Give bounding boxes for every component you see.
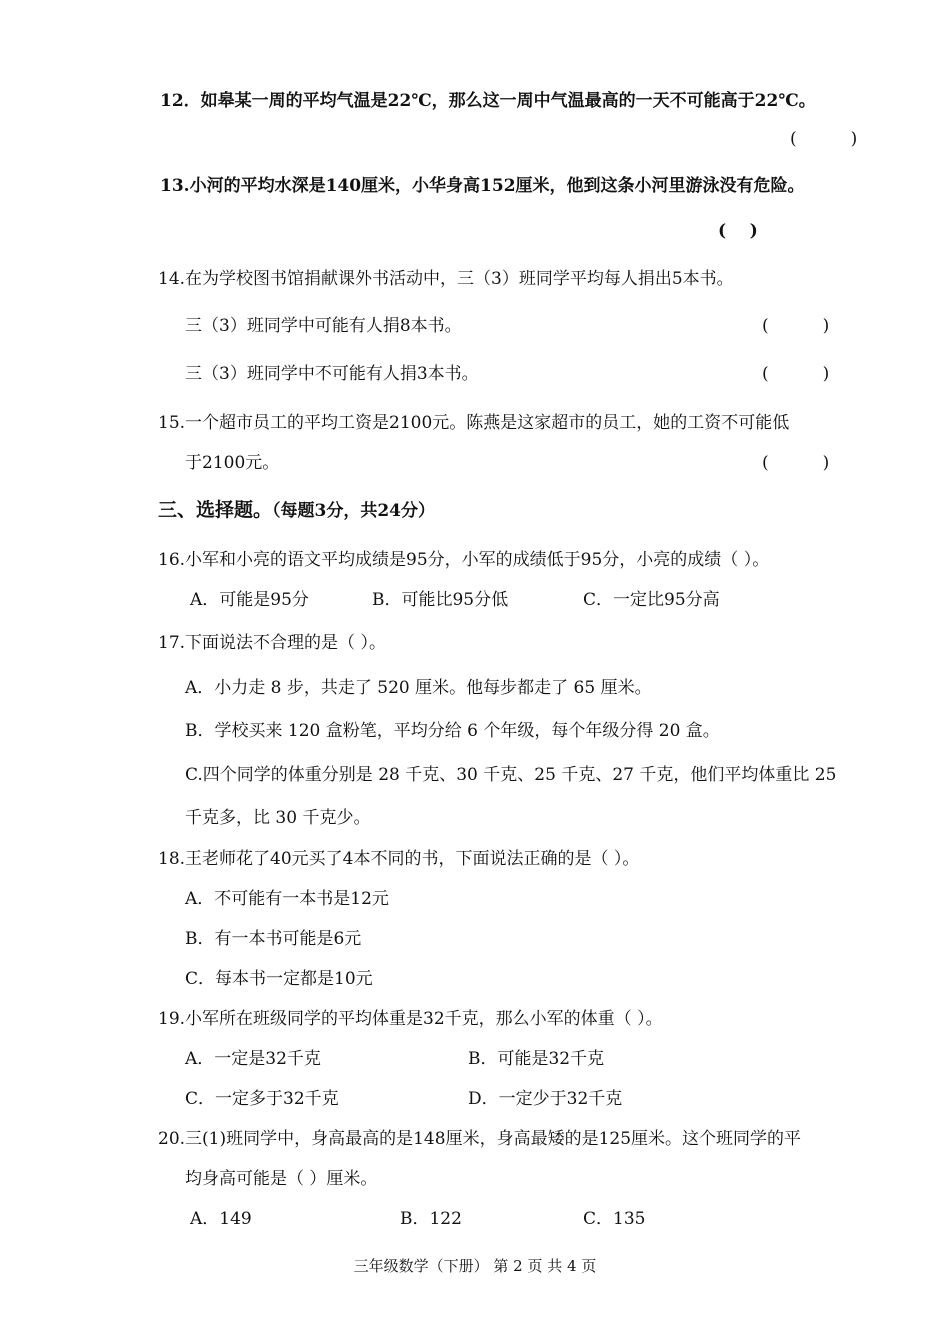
q20-option-b[interactable]: B．122 bbox=[400, 1209, 462, 1229]
q17-option-c-line2: 千克多，比 30 千克少。 bbox=[185, 808, 371, 828]
q12-answer-blank[interactable]: ( ) bbox=[790, 129, 858, 149]
q15-answer-blank[interactable]: ( ) bbox=[762, 453, 830, 473]
page-footer: 三年级数学（下册） 第 2 页 共 4 页 bbox=[353, 1257, 597, 1275]
q20-stem-line1: 20.三(1)班同学中，身高最高的是148厘米，身高最矮的是125厘米。这个班同学的平 bbox=[158, 1129, 802, 1149]
q15-text-line2: 于2100元。 bbox=[185, 453, 280, 473]
q16-option-a[interactable]: A．可能是95分 bbox=[190, 590, 309, 610]
q20-option-c[interactable]: C．135 bbox=[583, 1209, 646, 1229]
q17-option-b[interactable]: B．学校买来 120 盒粉笔，平均分给 6 个年级，每个年级分得 20 盒。 bbox=[185, 721, 720, 741]
q19-stem: 19.小军所在班级同学的平均体重是32千克，那么小军的体重（ ）。 bbox=[158, 1009, 663, 1029]
q17-option-a[interactable]: A．小力走 8 步，共走了 520 厘米。他每步都走了 65 厘米。 bbox=[185, 678, 652, 698]
q13-text: 13.小河的平均水深是140厘米，小华身高152厘米，他到这条小河里游泳没有危险。 bbox=[160, 176, 805, 196]
q16-option-c[interactable]: C．一定比95分高 bbox=[583, 590, 720, 610]
q20-stem-line2: 均身高可能是（ ）厘米。 bbox=[185, 1169, 378, 1189]
q14-sub2-text: 三（3）班同学中不可能有人捐3本书。 bbox=[185, 364, 479, 384]
q18-option-b[interactable]: B．有一本书可能是6元 bbox=[185, 929, 362, 949]
q18-stem: 18.王老师花了40元买了4本不同的书，下面说法正确的是（ ）。 bbox=[158, 849, 640, 869]
q19-option-b[interactable]: B．可能是32千克 bbox=[468, 1049, 605, 1069]
q14-text: 14.在为学校图书馆捐献课外书活动中，三（3）班同学平均每人捐出5本书。 bbox=[158, 269, 734, 289]
section3-title: 三、选择题。 bbox=[158, 499, 273, 521]
section3-heading bbox=[158, 499, 435, 522]
q14-sub1-text: 三（3）班同学中可能有人捐8本书。 bbox=[185, 316, 462, 336]
q14-sub2-answer-blank[interactable]: ( ) bbox=[762, 364, 830, 384]
q18-option-a[interactable]: A．不可能有一本书是12元 bbox=[185, 889, 389, 909]
q12-text: 12．如皋某一周的平均气温是22℃，那么这一周中气温最高的一天不可能高于22℃。 bbox=[160, 91, 816, 111]
q18-option-c[interactable]: C．每本书一定都是10元 bbox=[185, 969, 373, 989]
q17-stem: 17.下面说法不合理的是（ ）。 bbox=[158, 633, 386, 653]
q19-option-d[interactable]: D．一定少于32千克 bbox=[468, 1089, 623, 1109]
q17-option-c-line1[interactable]: C.四个同学的体重分别是 28 千克、30 千克、25 千克、27 千克，他们平均体重比 25 bbox=[185, 765, 837, 785]
q16-stem: 16.小军和小亮的语文平均成绩是95分，小军的成绩低于95分，小亮的成绩（ ）。 bbox=[158, 550, 770, 570]
q20-option-a[interactable]: A．149 bbox=[190, 1209, 252, 1229]
q19-option-a[interactable]: A．一定是32千克 bbox=[185, 1049, 321, 1069]
q15-text-line1: 15.一个超市员工的平均工资是2100元。陈燕是这家超市的员工，她的工资不可能低 bbox=[158, 413, 790, 433]
q14-sub1-answer-blank[interactable]: ( ) bbox=[762, 316, 830, 336]
q19-option-c[interactable]: C．一定多于32千克 bbox=[185, 1089, 339, 1109]
q13-answer-blank[interactable]: ( ) bbox=[718, 221, 758, 241]
q16-option-b[interactable]: B．可能比95分低 bbox=[372, 590, 509, 610]
section3-note: （每题3分，共24分） bbox=[272, 501, 436, 521]
